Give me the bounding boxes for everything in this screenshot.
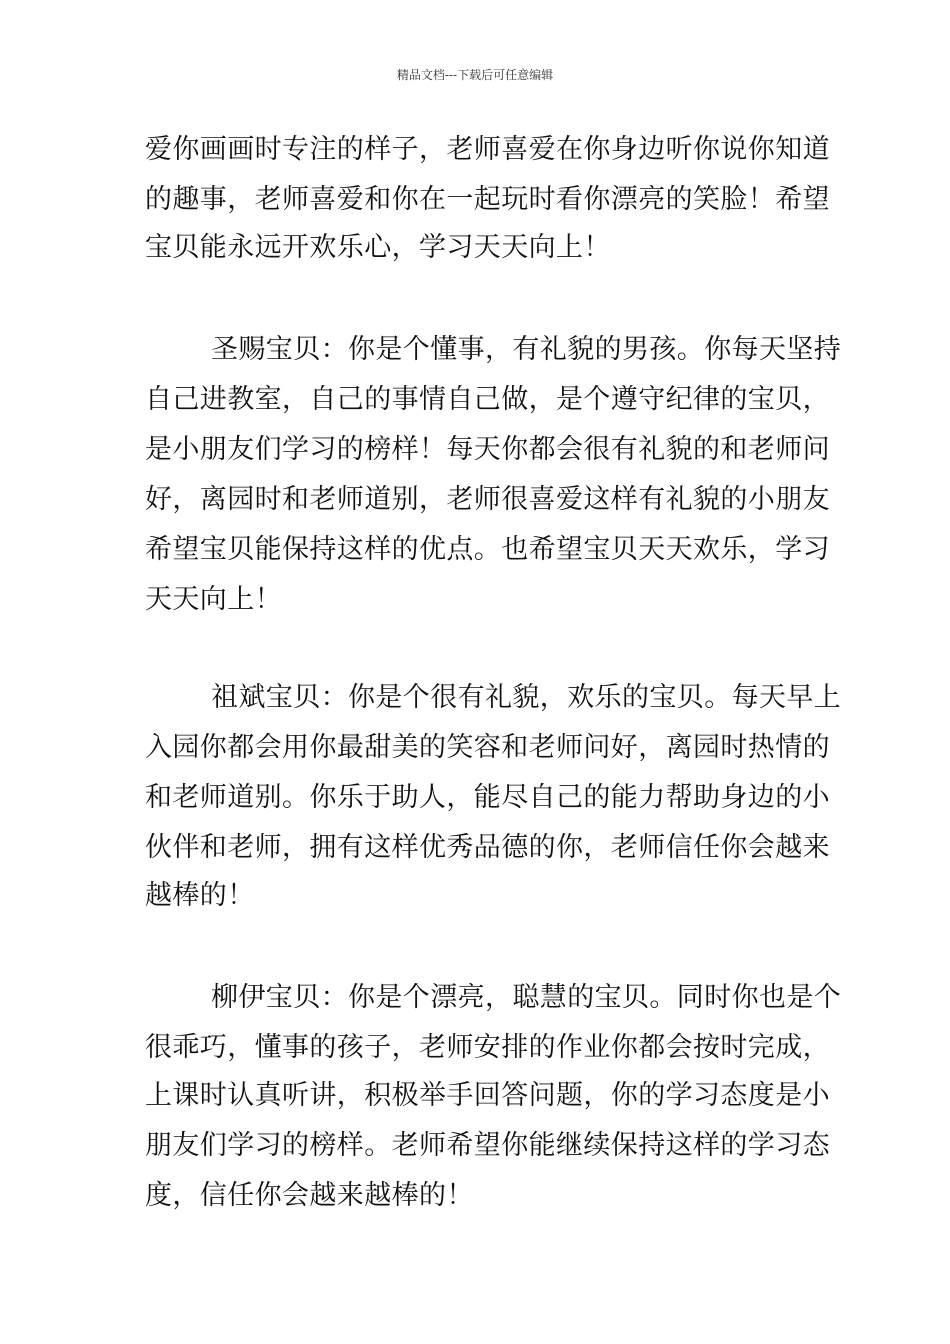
- text-line: 的趣事，老师喜爱和你在一起玩时看你漂亮的笑脸！希望: [145, 184, 830, 215]
- paragraph-first-line: 祖斌宝贝：你是个很有礼貌，欢乐的宝贝。每天早上: [211, 682, 842, 713]
- text-line: 好，离园时和老师道别，老师很喜爱这样有礼貌的小朋友: [145, 484, 830, 515]
- text-line: 度，信任你会越来越棒的！: [145, 1180, 474, 1211]
- paragraph-first-line: 圣赐宝贝：你是个懂事，有礼貌的男孩。你每天坚持: [211, 334, 842, 365]
- text-line: 天天向上！: [145, 584, 282, 615]
- page-header: 精品文档---下载后可任意编辑: [396, 68, 554, 82]
- text-line: 希望宝贝能保持这样的优点。也希望宝贝天天欢乐，学习: [145, 534, 830, 565]
- text-line: 爱你画画时专注的样子，老师喜爱在你身边听你说你知道: [145, 134, 830, 165]
- text-line: 入园你都会用你最甜美的笑容和老师问好，离园时热情的: [145, 732, 830, 763]
- text-line: 和老师道别。你乐于助人，能尽自己的能力帮助身边的小: [145, 782, 830, 813]
- paragraph-first-line: 柳伊宝贝：你是个漂亮，聪慧的宝贝。同时你也是个: [211, 982, 842, 1013]
- text-line: 越棒的！: [145, 880, 255, 911]
- text-line: 伙伴和老师，拥有这样优秀品德的你，老师信任你会越来: [145, 832, 830, 863]
- text-line: 宝贝能永远开欢乐心，学习天天向上！: [145, 232, 611, 263]
- text-line: 很乖巧，懂事的孩子，老师安排的作业你都会按时完成，: [145, 1032, 830, 1063]
- text-line: 是小朋友们学习的榜样！每天你都会很有礼貌的和老师问: [145, 434, 830, 465]
- text-line: 上课时认真听讲，积极举手回答问题，你的学习态度是小: [145, 1080, 830, 1111]
- text-line: 自己进教室，自己的事情自己做，是个遵守纪律的宝贝，: [145, 384, 830, 415]
- text-line: 朋友们学习的榜样。老师希望你能继续保持这样的学习态: [145, 1130, 830, 1161]
